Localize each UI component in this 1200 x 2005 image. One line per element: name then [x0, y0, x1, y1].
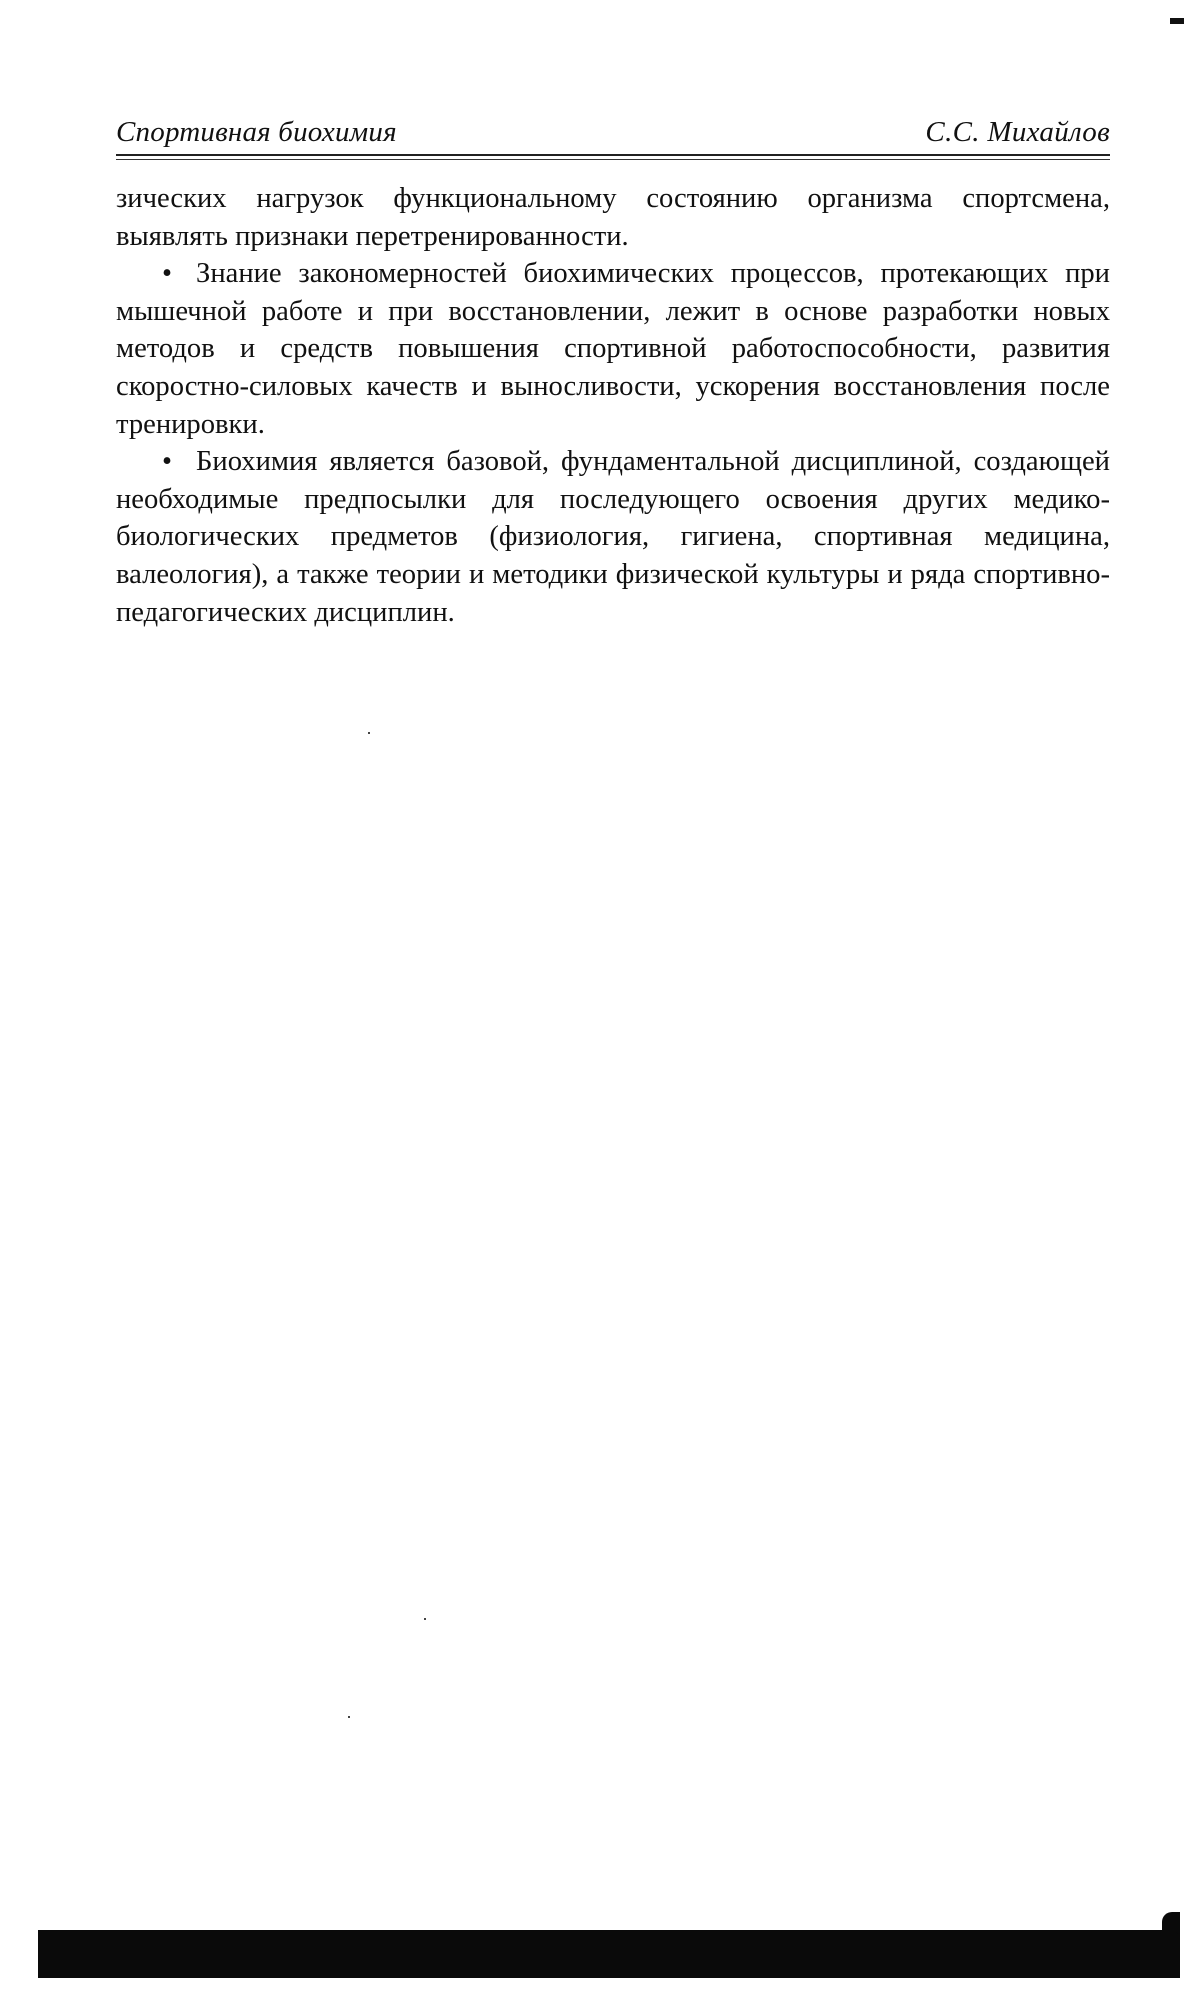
paragraph-continued: зических нагрузок функциональному состоянию организма спортсмена, выявлять признаки перетренированности. — [116, 183, 1110, 252]
scan-speck — [348, 1716, 350, 1718]
bullet-icon: • — [162, 446, 173, 478]
bullet-paragraph-knowledge — [116, 255, 1110, 443]
running-head-title: Спортивная биохимия — [116, 116, 397, 148]
running-head-author: С.С. Михайлов — [925, 116, 1110, 148]
running-head — [116, 112, 1110, 162]
body-text — [116, 180, 1110, 631]
bullet-text: Знание закономерностей биохимических процессов, протекающих при мышечной работе и при восстановлении, лежит в основе разработки новых методов и средств повышения спортивной работоспособности, развития скоростно-силовых качеств и выносливости, ускорения восстановления после тренировки. — [116, 258, 1110, 440]
bullet-icon: • — [162, 258, 173, 290]
scan-speck — [368, 732, 370, 734]
header-rule — [116, 154, 1110, 156]
scan-speck — [424, 1618, 426, 1620]
scan-bottom-edge — [38, 1930, 1180, 1978]
scan-corner-mark — [1170, 18, 1184, 24]
bullet-paragraph-discipline — [116, 443, 1110, 631]
bullet-text: Биохимия является базовой, фундаментальной дисциплиной, создающей необходимые предпосылки для последующего освоения других медико-биологических предметов (физиология, гигиена, спортивная медицина, валеология), а также теории и методики физической культуры и ряда спортивно-педагогических дисциплин. — [116, 446, 1110, 628]
header-rule-secondary — [116, 159, 1110, 160]
